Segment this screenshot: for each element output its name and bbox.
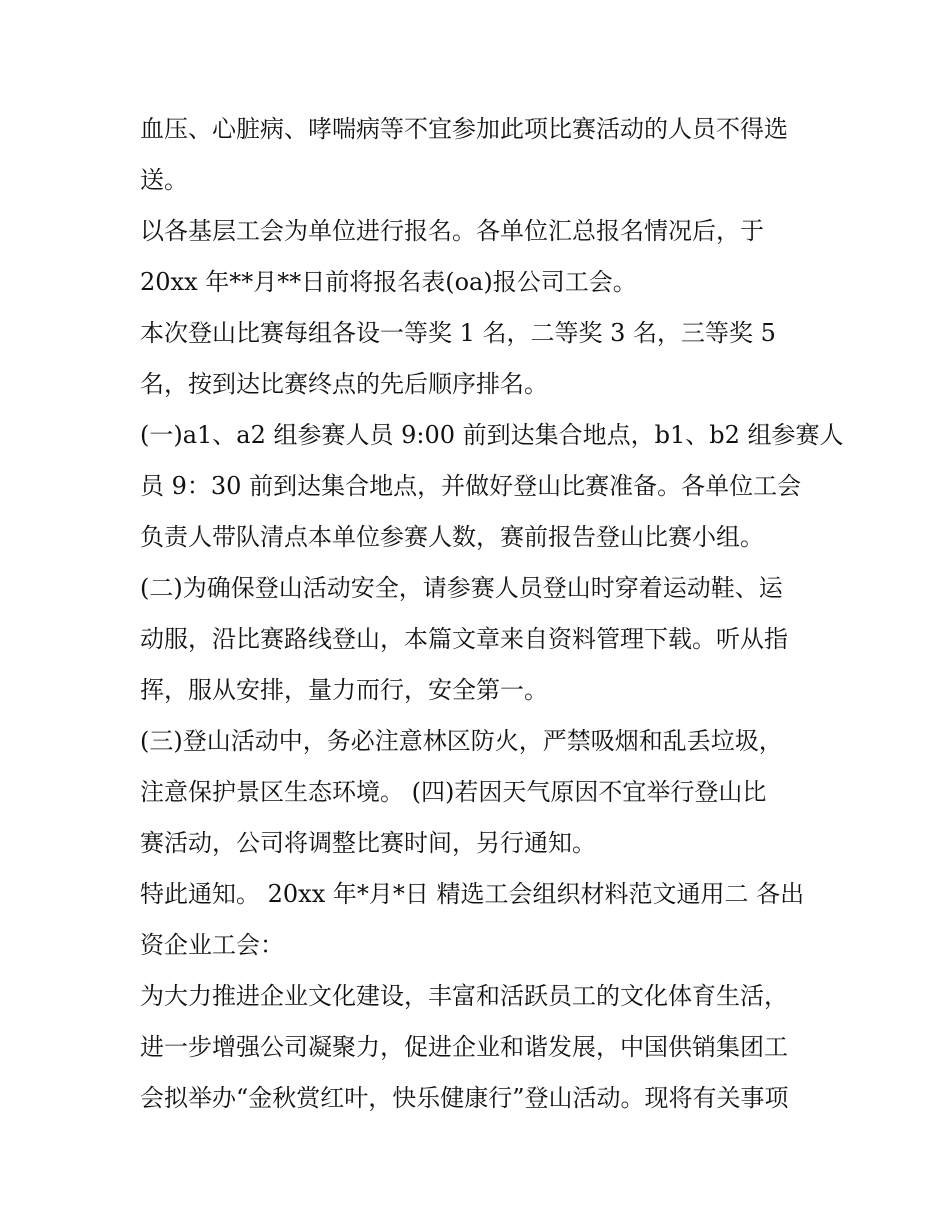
text-line: 赛活动，公司将调整比赛时间，另行通知。 — [140, 829, 596, 857]
text-line: (三)登山活动中，务必注意林区防火，严禁吸烟和乱丢垃圾， — [140, 727, 783, 755]
text-line: (二)为确保登山活动安全，请参赛人员登山时穿着运动鞋、运 — [140, 574, 783, 602]
text-line: (一)a1、a2 组参赛人员 9:00 前到达集合地点，b1、b2 组参赛人 — [140, 421, 844, 449]
text-line: 员 9：30 前到达集合地点，并做好登山比赛准备。各单位工会 — [140, 472, 802, 500]
document-body — [140, 104, 844, 1124]
text-line: 资企业工会： — [140, 931, 284, 959]
text-line: 动服，沿比赛路线登山，本篇文章来自资料管理下载。听从指 — [140, 625, 788, 653]
text-line: 为大力推进企业文化建设，丰富和活跃员工的文化体育生活， — [140, 982, 788, 1010]
text-line: 注意保护景区生态环境。 (四)若因天气原因不宜举行登山比 — [140, 778, 767, 806]
text-line: 特此通知。 20xx 年*月*日 精选工会组织材料范文通用二 各出 — [140, 880, 805, 908]
text-line: 会拟举办“金秋赏红叶，快乐健康行”登山活动。现将有关事项 — [140, 1084, 789, 1112]
text-line: 负责人带队清点本单位参赛人数，赛前报告登山比赛小组。 — [140, 523, 764, 551]
text-line: 名，按到达比赛终点的先后顺序排名。 — [140, 370, 548, 398]
text-line: 血压、心脏病、哮喘病等不宜参加此项比赛活动的人员不得选 — [140, 115, 788, 143]
text-line: 本次登山比赛每组各设一等奖 1 名，二等奖 3 名，三等奖 5 — [140, 319, 776, 347]
text-line: 20xx 年**月**日前将报名表(oa)报公司工会。 — [140, 268, 637, 296]
text-line: 挥，服从安排，量力而行，安全第一。 — [140, 676, 548, 704]
text-line: 送。 — [140, 166, 188, 194]
text-line: 以各基层工会为单位进行报名。各单位汇总报名情况后，于 — [140, 217, 764, 245]
text-line: 进一步增强公司凝聚力，促进企业和谐发展，中国供销集团工 — [140, 1033, 788, 1061]
